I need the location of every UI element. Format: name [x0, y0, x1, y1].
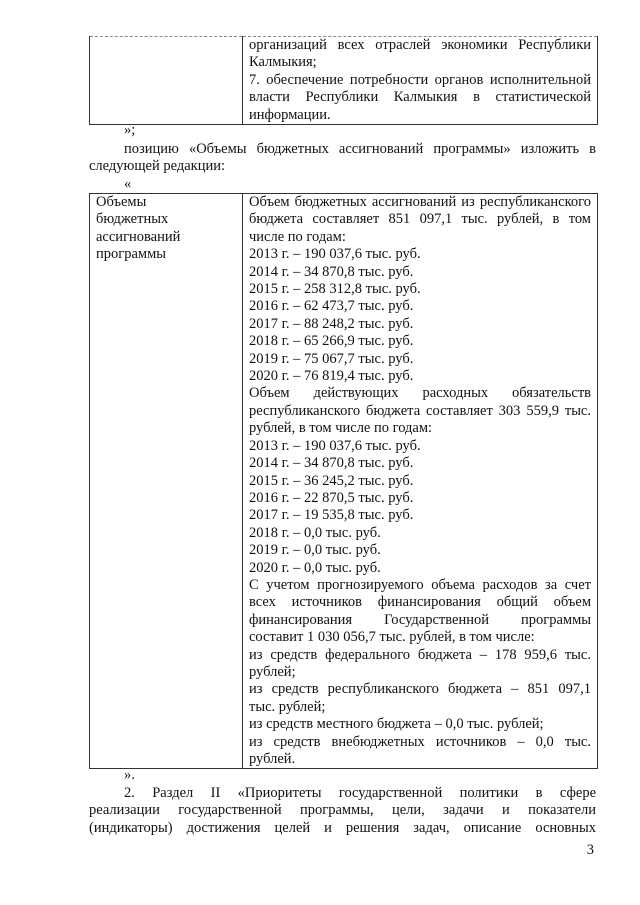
- label-line: ассигнований: [96, 228, 181, 245]
- text-line: Калмыкия;: [249, 54, 317, 71]
- content-line: 2015 г. – 258 312,8 тыс. руб.: [249, 281, 421, 298]
- text-line: позицию «Объемы бюджетных ассигнований программы» изложить в: [124, 141, 596, 157]
- section-paragraph: [89, 785, 596, 837]
- content-line: 2020 г. – 0,0 тыс. руб.: [249, 559, 381, 576]
- content-line: рублей.: [249, 751, 296, 767]
- closing-quote: ».: [124, 767, 135, 783]
- text-line: власти Республики Калмыкия в статистической: [249, 89, 591, 106]
- content-line: Объем бюджетных ассигнований из республиканского: [249, 194, 591, 210]
- content-cell: [243, 194, 598, 769]
- label-line: программы: [96, 246, 166, 263]
- content-line: рублей, в том числе по годам:: [249, 420, 433, 437]
- content-line: из средств местного бюджета – 0,0 тыс. рублей;: [249, 716, 544, 733]
- closing-quote: »;: [124, 122, 136, 138]
- content-line: числе по годам:: [249, 228, 346, 245]
- goals-cell: [243, 37, 598, 125]
- content-line: С учетом прогнозируемого объема расходов за счет: [249, 576, 591, 593]
- label-cell: [90, 194, 243, 769]
- content-line: 2014 г. – 34 870,8 тыс. руб.: [249, 263, 414, 280]
- content-line: рублей;: [249, 663, 296, 680]
- intro-paragraph: [89, 141, 596, 176]
- content-line: бюджета составляет 851 097,1 тыс. рублей, в том: [249, 211, 591, 228]
- content-line: 2020 г. – 76 819,4 тыс. руб.: [249, 368, 414, 385]
- content-line: 2015 г. – 36 245,2 тыс. руб.: [249, 472, 414, 489]
- content-line: 2013 г. – 190 037,6 тыс. руб.: [249, 437, 421, 454]
- content-line: составит 1 030 056,7 тыс. рублей, в том числе:: [249, 629, 535, 646]
- content-line: финансирования Государственной программы: [249, 611, 591, 628]
- content-line: тыс. рублей;: [249, 698, 326, 715]
- label-line: бюджетных: [96, 211, 169, 228]
- content-line: 2016 г. – 62 473,7 тыс. руб.: [249, 298, 414, 315]
- table-row: [90, 194, 598, 769]
- content-line: из средств федерального бюджета – 178 959,6 тыс.: [249, 646, 591, 663]
- content-line: 2013 г. – 190 037,6 тыс. руб.: [249, 246, 421, 263]
- content-line: 2018 г. – 65 266,9 тыс. руб.: [249, 333, 414, 350]
- opening-quote: «: [124, 176, 132, 192]
- text-line: организаций всех отраслей экономики Республики: [249, 37, 591, 53]
- content-line: 2019 г. – 0,0 тыс. руб.: [249, 542, 381, 559]
- text-line: (индикаторы) достижения целей и решения задач, описание основных: [89, 819, 596, 836]
- content-line: из средств внебюджетных источников – 0,0 тыс.: [249, 733, 591, 750]
- text-line: 7. обеспечение потребности органов исполнительной: [249, 71, 591, 88]
- content-line: 2017 г. – 88 248,2 тыс. руб.: [249, 315, 414, 332]
- content-line: 2016 г. – 22 870,5 тыс. руб.: [249, 489, 414, 506]
- content-line: республиканского бюджета составляет 303 559,9 тыс.: [249, 402, 591, 419]
- content-line: всех источников финансирования общий объем: [249, 594, 591, 611]
- content-line: Объем действующих расходных обязательств: [249, 385, 591, 402]
- text-line: 2. Раздел II «Приоритеты государственной политики в сфере: [124, 785, 596, 801]
- page-number: 3: [586, 842, 594, 858]
- content-line: 2014 г. – 34 870,8 тыс. руб.: [249, 455, 414, 472]
- content-line: из средств республиканского бюджета – 851 097,1: [249, 681, 591, 698]
- text-line: следующей редакции:: [89, 158, 226, 175]
- empty-cell: [90, 37, 243, 125]
- content-line: 2019 г. – 75 067,7 тыс. руб.: [249, 350, 414, 367]
- content-line: 2018 г. – 0,0 тыс. руб.: [249, 524, 381, 541]
- text-line: информации.: [249, 106, 331, 123]
- table-row: [90, 37, 598, 125]
- content-line: 2017 г. – 19 535,8 тыс. руб.: [249, 507, 414, 524]
- text-line: реализации государственной программы, цели, задачи и показатели: [89, 802, 596, 819]
- label-line: Объемы: [96, 194, 147, 210]
- budget-table: [89, 193, 598, 769]
- continued-table: [89, 36, 598, 125]
